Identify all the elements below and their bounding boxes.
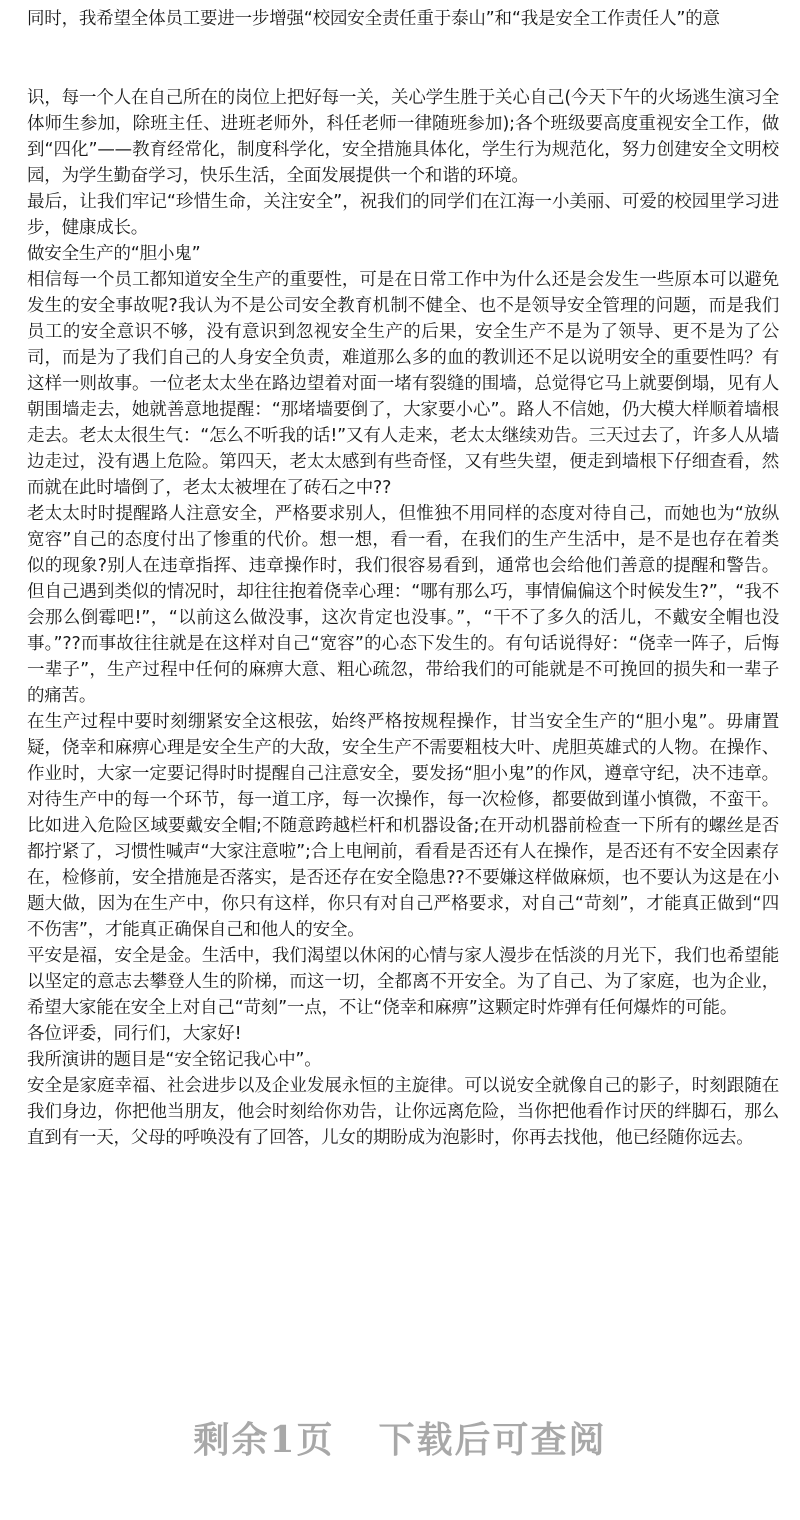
paragraph: 安全是家庭幸福、社会进步以及企业发展永恒的主旋律。可以说安全就像自己的影子，时刻跟随在我们身边，你把他当朋友，他会时刻给你劝告，让你远离危险，当你把他看作讨厌的绊脚石，那么直到有一天，父母的呼唤没有了回答，儿女的期盼成为泡影时，你再去找他，他已经随你远去。: [27, 1076, 779, 1148]
paragraph: 我所演讲的题目是“安全铭记我心中”。: [27, 1050, 322, 1070]
document-body: [27, 85, 779, 1151]
paragraph: 各位评委，同行们，大家好!: [27, 1024, 242, 1044]
first-line-text: 同时，我希望全体员工要进一步增强“校园安全责任重于泰山”和“我是安全工作责任人”的意: [27, 9, 720, 29]
remaining-pages-label: 剩余1页: [193, 1419, 335, 1461]
download-prompt-label: 下载后可查阅: [378, 1419, 607, 1461]
paragraph: 识，每一个人在自己所在的岗位上把好每一关，关心学生胜于关心自己(今天下午的火场逃生演习全体师生参加，除班主任、进班老师外，科任老师一律随班参加);各个班级要高度重视安全工作，做到“四化”——教育经常化，制度科学化，安全措施具体化，学生行为规范化，努力创建安全文明校园，为学生勤奋学习，快乐生活，全面发展提供一个和谐的环境。: [27, 88, 779, 186]
paragraph: 最后，让我们牢记“珍惜生命，关注安全”，祝我们的同学们在江海一小美丽、可爱的校园里学习进步，健康成长。: [27, 192, 779, 238]
paragraph: 相信每一个员工都知道安全生产的重要性，可是在日常工作中为什么还是会发生一些原本可以避免发生的安全事故呢?我认为不是公司安全教育机制不健全、也不是领导安全管理的问题，而是我们员工的安全意识不够，没有意识到忽视安全生产的后果，安全生产不是为了领导、更不是为了公司，而是为了我们自己的人身安全负责，难道那么多的血的教训还不足以说明安全的重要性吗？有这样一则故事。一位老太太坐在路边望着对面一堵有裂缝的围墙，总觉得它马上就要倒塌，见有人朝围墙走去，她就善意地提醒：“那堵墙要倒了，大家要小心”。路人不信她，仍大模大样顺着墙根走去。老太太很生气：“怎么不听我的话!”又有人走来，老太太继续劝告。三天过去了，许多人从墙边走过，没有遇上危险。第四天，老太太感到有些奇怪，又有些失望，便走到墙根下仔细查看，然而就在此时墙倒了，老太太被埋在了砖石之中??: [27, 270, 779, 498]
section-heading: 做安全生产的“胆小鬼”: [27, 244, 201, 264]
paragraph: 平安是福，安全是金。生活中，我们渴望以休闲的心情与家人漫步在恬淡的月光下，我们也希望能以坚定的意志去攀登人生的阶梯，而这一切，全都离不开安全。为了自己、为了家庭，也为企业，希望大家能在安全上对自己“苛刻”一点，不让“侥幸和麻痹”这颗定时炸弹有任何爆炸的可能。: [27, 946, 779, 1018]
download-prompt-banner[interactable]: [0, 1412, 800, 1468]
paragraph: 老太太时时提醒路人注意安全，严格要求别人，但惟独不用同样的态度对待自己，而她也为“放纵宽容”自己的态度付出了惨重的代价。想一想，看一看，在我们的生产生活中，是不是也存在着类似的现象?别人在违章指挥、违章操作时，我们很容易看到，通常也会给他们善意的提醒和警告。但自己遇到类似的情况时，却往往抱着侥幸心理：“哪有那么巧，事情偏偏这个时候发生?”，“我不会那么倒霉吧!”，“以前这么做没事，这次肯定也没事。”，“干不了多久的活儿，不戴安全帽也没事。”??而事故往往就是在这样对自己“宽容”的心态下发生的。有句话说得好：“侥幸一阵子，后悔一辈子”，生产过程中任何的麻痹大意、粗心疏忽，带给我们的可能就是不可挽回的损失和一辈子的痛苦。: [27, 504, 779, 706]
paragraph: 在生产过程中要时刻绷紧安全这根弦，始终严格按规程操作，甘当安全生产的“胆小鬼”。毋庸置疑，侥幸和麻痹心理是安全生产的大敌，安全生产不需要粗枝大叶、虎胆英雄式的人物。在操作、作业时，大家一定要记得时时提醒自己注意安全，要发扬“胆小鬼”的作风，遵章守纪，决不违章。对待生产中的每一个环节，每一道工序，每一次操作，每一次检修，都要做到谨小慎微，不蛮干。比如进入危险区域要戴安全帽;不随意跨越栏杆和机器设备;在开动机器前检查一下所有的螺丝是否都拧紧了，习惯性喊声“大家注意啦”;合上电闸前，看看是否还有人在操作，是否还有不安全因素存在，检修前，安全措施是否落实，是否还存在安全隐患??不要嫌这样做麻烦，也不要认为这是在小题大做，因为在生产中，你只有这样，你只有对自己严格要求，对自己“苛刻”，才能真正做到“四不伤害”，才能真正确保自己和他人的安全。: [27, 712, 779, 940]
